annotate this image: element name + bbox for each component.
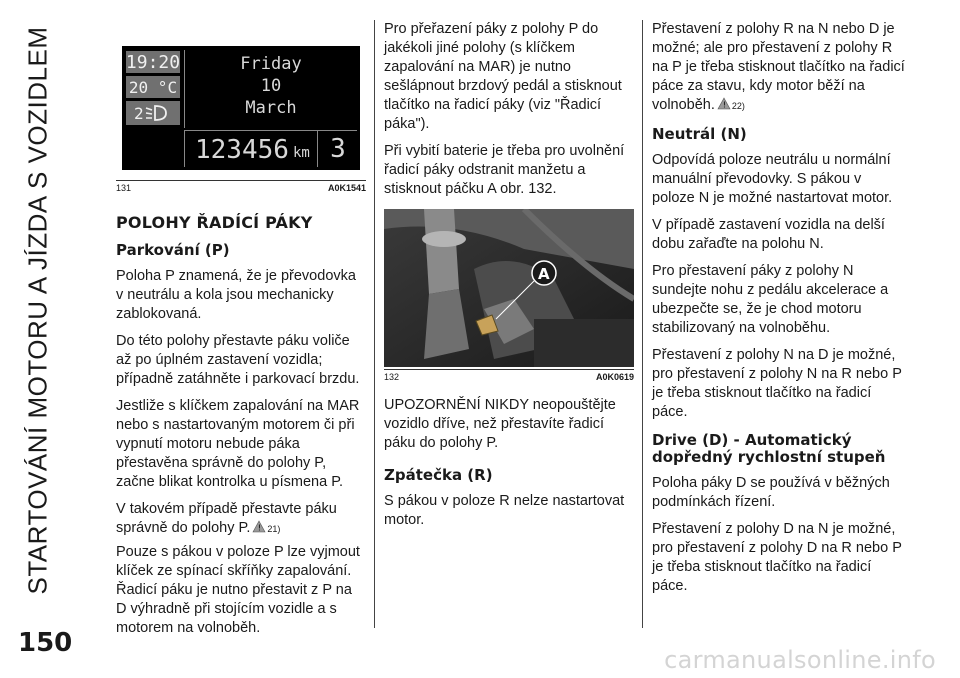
footnote-ref: 22) [731, 101, 745, 111]
paragraph-text: V takovém případě přestavte páku správně do polohy P. [116, 501, 337, 536]
paragraph: Pro přestavení páky z polohy N sundejte nohu z pedálu akcelerace a ubezpečte se, že je chod motoru stabilizovaný na volnoběhu. [652, 263, 889, 336]
gear-lever-illustration [384, 209, 634, 367]
column-1 [116, 20, 366, 646]
page-number: 150 [18, 628, 73, 658]
watermark: carmanualsonline.info [664, 646, 936, 674]
display-date: 10 [260, 76, 282, 96]
side-chapter-title-text: STARTOVÁNÍ MOTORU A JÍZDA S VOZIDLEM [22, 26, 53, 594]
instrument-display-figure [122, 46, 360, 170]
display-headlight-indicator [126, 101, 180, 125]
paragraph: Odpovídá poloze neutrálu u normální manuální převodovky. S pákou v poloze N je možné nastartovat motor. [652, 152, 893, 206]
figure-code: A0K0619 [595, 372, 634, 382]
paragraph: V případě zastavení vozidla na delší dobu zařaďte na polohu N. [652, 217, 885, 252]
subheading-reverse: Zpátečka (R) [384, 466, 493, 484]
column-divider [642, 20, 643, 628]
display-temperature: 20 °C [126, 76, 180, 98]
paragraph: Pro přeřazení páky z polohy P do jakékoli jiné polohy (s klíčkem zapalování na MAR) je nutno sešlápnout brzdový pedál a stisknout tlačítko na řadicí páky (viz "Řadicí páka"). [384, 21, 622, 132]
display-date-area [184, 50, 357, 128]
figure-caption [116, 180, 366, 193]
paragraph: Přestavení z polohy D na N je možné, pro přestavení z polohy D na R nebo P je třeba stisknout tlačítko na řadicí páce. [652, 521, 902, 594]
display-day: Friday [240, 54, 302, 74]
paragraph: S pákou v poloze R nelze nastartovat motor. [384, 493, 625, 528]
paragraph: Při vybití baterie je třeba pro uvolnění řadicí páky odstranit manžetu a stisknout páčku A obr. 132. [384, 143, 625, 197]
warning-icon [717, 96, 731, 115]
paragraph-with-warning [652, 20, 908, 116]
paragraph: Přestavení z polohy N na D je možné, pro přestavení z polohy N na R nebo P je třeba stisknout tlačítko na řadicí páce. [652, 347, 902, 420]
display-time: 19:20 [125, 51, 181, 73]
display-odometer-area [184, 130, 357, 167]
warning-icon [252, 519, 266, 538]
paragraph: UPOZORNĚNÍ NIKDY neopouštějte vozidlo dříve, než přestavíte řadicí páku do polohy P. [384, 397, 616, 451]
paragraph: Do této polohy přestavte páku voliče až po úplném zastavení vozidla; případně zatáhněte i parkovací brzdu. [116, 333, 360, 387]
figure-code: A0K1541 [327, 183, 366, 193]
headlight-icon [133, 104, 173, 122]
display-odometer: 123456 [195, 135, 289, 165]
svg-text:!: ! [722, 100, 726, 110]
column-2 [384, 20, 634, 538]
display-unit: km [293, 145, 310, 161]
paragraph-text: Přestavení z polohy R na N nebo D je možné; ale pro přestavení z polohy R na P je třeba stisknout tlačítko na řadicí páce za stavu, kdy motor běží na volnoběh. [652, 21, 905, 113]
side-chapter-title [8, 10, 68, 610]
column-3 [652, 20, 908, 604]
figure-number: 131 [116, 183, 132, 193]
paragraph: Pouze s pákou v poloze P lze vyjmout klíček ze spínací skříňky zapalování. Řadicí páku je nutno přestavit z P na D výhradně při stojícím vozidle a s motorem na volnoběh. [116, 544, 360, 636]
subheading-drive: Drive (D) - Automatický dopředný rychlostní stupeň [652, 431, 886, 466]
figure-number: 132 [384, 372, 400, 382]
svg-text:!: ! [258, 523, 262, 533]
figure-caption [384, 369, 634, 382]
section-heading: POLOHY ŘADÍCÍ PÁKY [116, 213, 313, 232]
display-month: March [245, 98, 297, 118]
display-gear: 3 [317, 131, 358, 167]
column-divider [374, 20, 375, 628]
subheading-park: Parkování (P) [116, 241, 230, 259]
paragraph-with-warning [116, 500, 366, 539]
paragraph: Jestliže s klíčkem zapalování na MAR nebo s nastartovaným motorem či při vypnutí motoru nebude páka přestavěna správně do polohy P, začne blikat kontrolka u písmena P. [116, 398, 360, 490]
gear-lever-photo [384, 209, 634, 367]
svg-text:2: 2 [134, 104, 144, 122]
footnote-ref: 21) [267, 524, 281, 534]
figure-label-a: A [538, 265, 550, 283]
paragraph: Poloha páky D se používá v běžných podmínkách řízení. [652, 475, 890, 510]
paragraph: Poloha P znamená, že je převodovka v neutrálu a kola jsou mechanicky zablokovaná. [116, 268, 356, 322]
subheading-neutral: Neutrál (N) [652, 125, 747, 143]
